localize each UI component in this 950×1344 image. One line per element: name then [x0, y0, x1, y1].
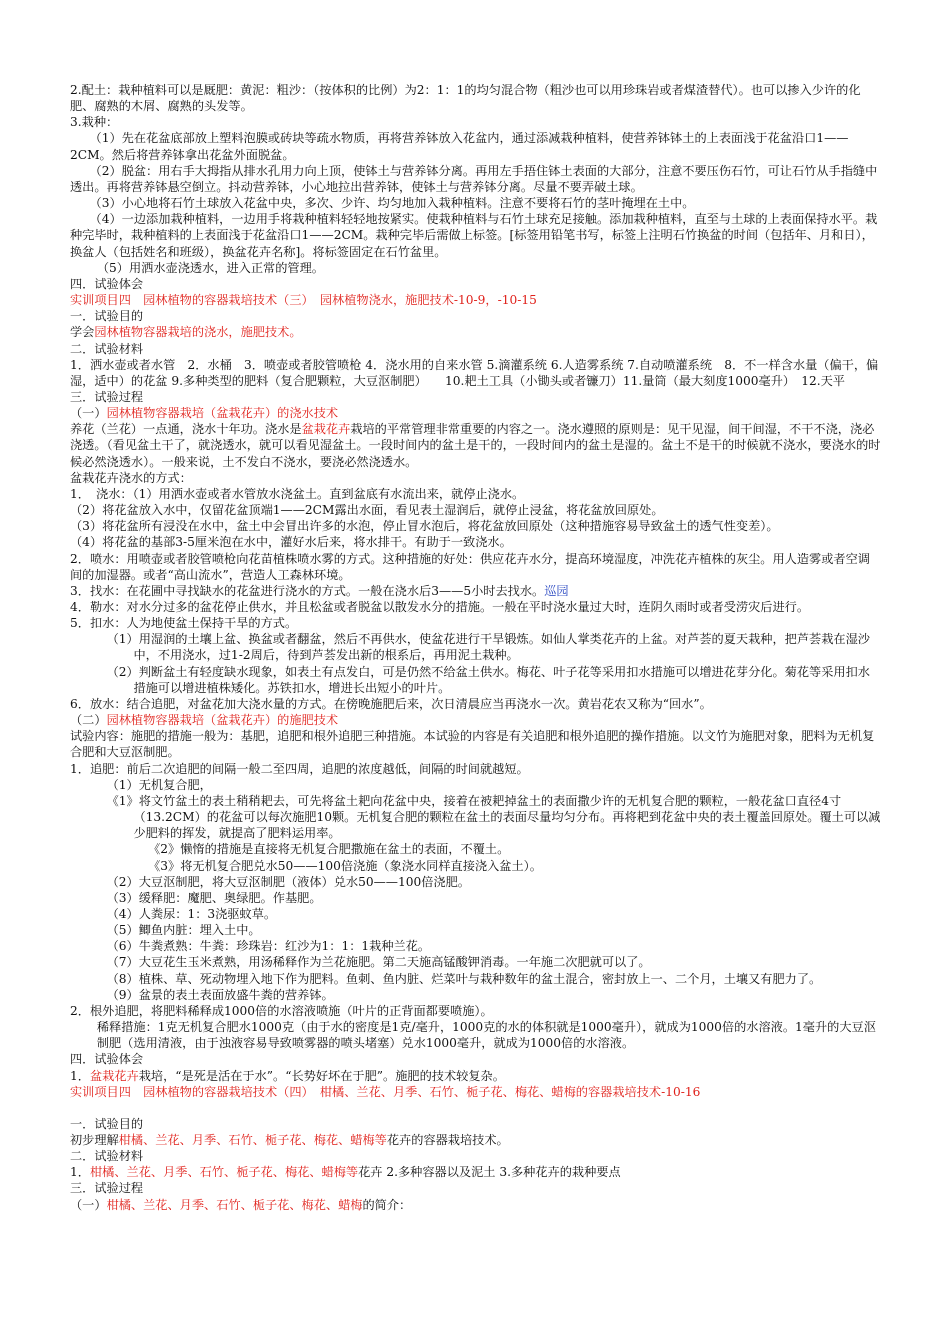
- highlight-text: 园林植物容器栽培（盆栽花卉）的浇水技术: [106, 406, 339, 421]
- step-4: （4）一边添加栽种植料，一边用手将栽种植料轻轻地按紧实。使栽种植料与石竹土球充足接触。添加栽种植料，直至与土球的上表面保持水平。栽种完毕时，栽种植料的上表面浅于花盆沿口1——2CM。栽种完毕后需做上标签。[标签用铅笔书写，标签上注明石竹换盆的时间（包括年、月和日），换盆人（包括姓名和班级），换盆花卉名称]。将标签固定在石竹盆里。: [70, 212, 878, 259]
- section-heading: 二．试验材料: [70, 1149, 144, 1164]
- section-heading: 四．试验体会: [70, 276, 144, 291]
- section-heading: 一．试验目的: [70, 309, 144, 324]
- list-item: 《3》将无机复合肥兑水50——100倍浇施（象浇水同样直接浇入盆土）。: [148, 858, 542, 873]
- list-item: 4．勒水：对水分过多的盆花停止供水，并且松盆或者脱盆以散发水分的措施。一般在平时浇水量过大时，连阴久雨时或者受涝灾后进行。: [70, 600, 810, 614]
- text: （二）: [70, 713, 107, 728]
- text: 1．: [70, 1068, 90, 1083]
- blank-line: [70, 1100, 882, 1116]
- step-5: （5）用洒水壶浇透水，进入正常的管理。: [96, 260, 324, 275]
- list-item: （4）将花盆的基部3-5厘米泡在水中，灌好水后来，将水排干。有助于一致浇水。: [70, 535, 512, 550]
- step-3: （3）小心地将石竹土球放入花盆中央，多次、少许、均匀地加入栽种植料。注意不要将石竹的茎叶掩埋在土中。: [89, 196, 695, 211]
- paragraph: [70, 324, 882, 340]
- highlight-text: 盆栽花卉: [301, 422, 351, 437]
- section-heading: 二．试验材料: [70, 341, 144, 356]
- list-item: 1． 浇水：（1）用洒水壶或者水管放水浇盆土。直到盆底有水流出来，就停止浇水。: [70, 486, 525, 501]
- text: 花卉 2.多种容器以及泥土 3.多种花卉的栽种要点: [358, 1165, 621, 1180]
- highlight-text: 柑橘、兰花、月季、石竹、栀子花、梅花、蜡梅: [106, 1197, 363, 1212]
- text: （一）: [70, 1197, 107, 1212]
- list-item: （3）缓释肥：魔肥、奥绿肥。作基肥。: [106, 890, 322, 905]
- project-title: [70, 1084, 882, 1100]
- list-item: （2）判断盆土有轻度缺水现象，如表土有点发白，可是仍然不给盆土供水。梅花、叶子花等采用扣水措施可以增进花芽分化。菊花等采用扣水措施可以增进植株矮化。苏铁扣水，增进长出短小的叶片。: [106, 664, 870, 695]
- section-heading: 四．试验体会: [70, 1052, 144, 1067]
- paragraph-peitu: 2.配土：栽种植料可以是厩肥：黄泥：粗沙：（按体积的比例）为2：1：1的均匀混合物（粗沙也可以用珍珠岩或者煤渣替代）。也可以掺入少许的化肥、腐熟的木屑、腐熟的头发等。: [70, 83, 861, 114]
- text: 栽培的平常管理非常重要的内容之一。浇水遵照的原则是：见干见湿，间干间湿，不干不浇，浇必浇透。（看见盆土干了，就浇透水，就可以看见湿盆土。一段时间内的盆土是干的，一段时间内的盆土是湿的。盆土不是干的时候就不浇水，要浇水的时候必然浇透水）。一般来说，土不发白不浇水，要浇必然浇透水。: [70, 422, 881, 469]
- text: 养花（兰花）一点通，浇水十年功。浇水是: [70, 422, 302, 437]
- text: 花卉的容器栽培技术。: [386, 1133, 509, 1147]
- text: 3．找水：在花圃中寻找缺水的花盆进行浇水的方式。一般在浇水后3——5小时去找水。: [70, 583, 545, 598]
- text: 的简介：: [362, 1197, 412, 1212]
- list-item: （5）鲫鱼内脏：埋入土中。: [106, 923, 261, 938]
- list-item: （9）盆景的表土表面放盛牛粪的营养钵。: [106, 987, 334, 1002]
- paragraph: 盆栽花卉浇水的方式：: [70, 470, 192, 485]
- paragraph: [70, 1068, 882, 1084]
- list-item: （6）牛粪煮熟：牛粪：珍珠岩：红沙为1：1：1栽种兰花。: [106, 939, 431, 954]
- list-item: 《2》懒惰的措施是直接将无机复合肥撒施在盆土的表面，不覆土。: [148, 842, 510, 857]
- subheading: [70, 1197, 882, 1213]
- list-item: 5．扣水：人为地使盆土保持干旱的方式。: [70, 616, 298, 631]
- list-item: （1）用湿润的土壤上盆、换盆或者翻盆，然后不再供水，使盆花进行干旱锻炼。如仙人掌类花卉的上盆。对芦荟的夏天栽种，把芦荟栽在湿沙中，不用浇水，过1-2周后，待到芦荟发出新的根系后，再用泥土栽种。: [106, 632, 870, 663]
- paragraph: 试验内容：施肥的措施一般为：基肥，追肥和根外追肥三种措施。本试验的内容是有关追肥和根外追肥的操作措施。以文竹为施肥对象，肥料为无机复合肥和大豆沤制肥。: [70, 729, 875, 760]
- highlight-text: 园林植物容器栽培的浇水，施肥技术。: [94, 325, 302, 340]
- list-item: 2．喷水：用喷壶或者胶管喷枪向花苗植株喷水雾的方式。这种措施的好处：供应花卉水分，提高环境湿度，冲洗花卉植株的灰尘。用人造雾或者空调间的加湿器。或者“高山流水”，营造人工森林环境。: [70, 551, 870, 582]
- highlight-text: 柑橘、兰花、月季、石竹、栀子花、梅花、蜡梅等: [118, 1133, 387, 1147]
- highlight-text: 柑橘、兰花、月季、石竹、栀子花、梅花、蜡梅等: [89, 1165, 359, 1180]
- title-text: 实训项目四 园林植物的容器栽培技术（四） 柑橘、兰花、月季、石竹、栀子花、梅花、蜡梅的容器栽培技术-10-16: [70, 1084, 701, 1099]
- list-item: [70, 583, 882, 599]
- text: 学会: [70, 325, 95, 340]
- section-heading: 三．试验过程: [70, 1181, 144, 1196]
- text: （一）: [70, 406, 107, 421]
- highlight-text: 盆栽花卉: [89, 1068, 139, 1083]
- section-heading: 一．试验目的: [70, 1116, 144, 1131]
- list-item: （7）大豆花生玉米煮熟，用汤稀释作为兰花施肥。第二天施高锰酸钾消毒。一年施二次肥就可以了。: [106, 955, 651, 970]
- note-text: 巡园: [544, 583, 569, 598]
- list-item: 《1》将文竹盆土的表土稍稍耙去，可先将盆土耙向花盆中央，接着在被耙掉盆土的表面撒少许的无机复合肥的颗粒，一般花盆口直径4寸（13.2CM）的花盆可以每次施肥10颗。无机复合肥的颗粒在盆土的表面尽量均匀分布。再将耙到花盆中央的表土覆盖回原处。覆土可以减少肥料的挥发，就提高了肥料运用率。: [106, 793, 881, 841]
- list-item: （2）将花盆放入水中，仅留花盆顶端1——2CM露出水面，看见表土湿润后，就停止浸盆，将花盆放回原处。: [70, 503, 664, 518]
- text: 初步理解: [70, 1133, 119, 1147]
- subheading: [70, 712, 882, 728]
- section-heading: 三．试验过程: [70, 389, 144, 404]
- materials-list: 1．洒水壶或者水管 2．水桶 3．喷壶或者胶管喷枪 4．浇水用的自来水管 5.滴灌系统 6.人造雾系统 7.自动喷灌系统 8．不一样含水量（偏干，偏湿，适中）的花盆 9.多种类型的肥料（复合肥颗粒，大豆沤制肥） 10.耙土工具（小锄头或者镰刀）11.量筒（最大刻度1000毫升） 12.天平: [70, 357, 879, 388]
- paragraph: 稀释措施：1克无机复合肥水1000克（由于水的密度是1克/毫升，1000克的水的体积就是1000毫升），就成为1000倍的水溶液。1毫升的大豆沤制肥（选用清液，由于浊液容易导致喷雾器的喷头堵塞）兑水1000毫升，就成为1000倍的水溶液。: [96, 1020, 876, 1051]
- step-1: （1）先在花盆底部放上塑料泡膜或砖块等疏水物质，再将营养钵放入花盆内，通过添减栽种植料，使营养钵钵土的上表面浅于花盆沿口1——2CM。然后将营养钵拿出花盆外面脱盆。: [70, 131, 849, 162]
- list-item: （4）人粪尿：1：3浇驱蚊草。: [106, 906, 277, 921]
- text: 1．: [70, 1165, 90, 1180]
- subheading: [70, 405, 882, 421]
- list-item: （3）将花盆所有浸没在水中，盆土中会冒出许多的水泡，停止冒水泡后，将花盆放回原处（这种措施容易导致盆土的透气性变差）。: [70, 519, 779, 534]
- paragraph: [70, 421, 882, 469]
- project-title: [70, 292, 882, 308]
- highlight-text: 园林植物容器栽培（盆栽花卉）的施肥技术: [106, 713, 339, 728]
- document-page: [70, 82, 882, 1213]
- step-2: （2）脱盆：用右手大拇指从排水孔用力向上顶，使钵土与营养钵分离。再用左手捂住钵土表面的大部分，注意不要压伤石竹，可让石竹从手指缝中透出。再将营养钵悬空倒立。抖动营养钵，小心地拉出营养钵，使钵土与营养钵分离。尽量不要弄破土球。: [70, 163, 878, 194]
- list-item: 6．放水：结合追肥，对盆花加大浇水量的方式。在傍晚施肥后来，次日清晨应当再浇水一次。黄岩花农又称为“回水”。: [70, 696, 712, 711]
- paragraph: [70, 1164, 882, 1180]
- list-item: （1）无机复合肥，: [106, 777, 212, 792]
- heading-zaizhong: 3.栽种：: [70, 115, 119, 130]
- list-item: 2．根外追肥，将肥料稀释成1000倍的水溶液喷施（叶片的正背面都要喷施）。: [70, 1003, 493, 1018]
- list-item: （2）大豆沤制肥，将大豆沤制肥（液体）兑水50——100倍浇肥。: [106, 874, 470, 889]
- paragraph: [70, 1132, 882, 1148]
- list-item: 1．追肥：前后二次追肥的间隔一般二至四周，追肥的浓度越低，间隔的时间就越短。: [70, 761, 529, 776]
- list-item: （8）植株、草、死动物埋入地下作为肥料。鱼刺、鱼内脏、烂菜叶与栽种数年的盆土混合，密封放上一、二个月，土壤又有肥力了。: [106, 971, 822, 986]
- text: 栽培，“是死是活在于水”。“长势好坏在于肥”。施肥的技术较复杂。: [138, 1068, 505, 1083]
- title-text: 实训项目四 园林植物的容器栽培技术（三） 园林植物浇水，施肥技术-10-9，-10-15: [70, 293, 537, 308]
